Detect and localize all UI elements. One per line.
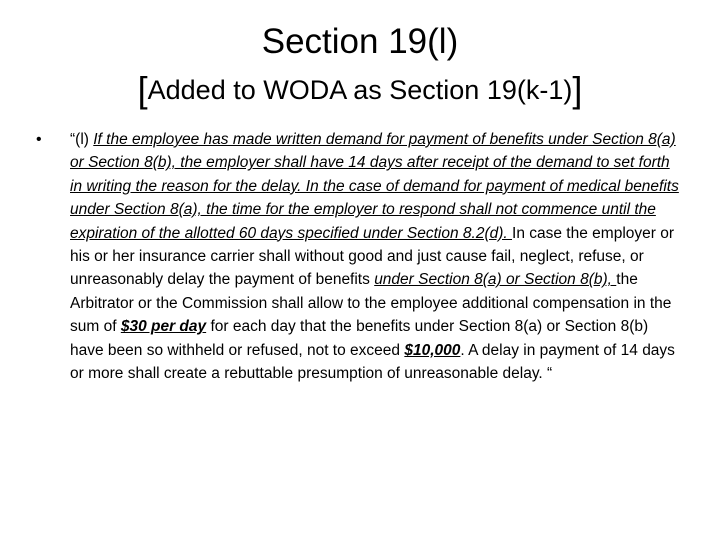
statute-demand-clause: If the employee has made written demand for payment of benefits under Section 8(a) or Section 8(b), the employer shall have 14 days after receipt of the demand to set forth in writing the reason for the delay. In the case of demand for payment of medical benefits under Section 8(a), the time for the employer to respond shall not commence until the expiration of the allotted 60 days specified under Section 8.2(d). [70, 131, 679, 242]
statute-opening: “(l) [70, 131, 94, 148]
bullet-item [36, 128, 686, 385]
statute-text [70, 128, 686, 385]
statute-section-reference: under Section 8(a) or Section 8(b), [374, 271, 617, 289]
title-block [0, 18, 720, 117]
slide-title: Section 19(l) [261, 22, 459, 61]
statute-withheld-clause: for each day that the benefits under Section 8(a) or Section 8(b) have been so withheld or refused, not to exceed [70, 318, 649, 359]
statute-compensation-clause: the Arbitrator or the Commission shall allow to the employee additional compensation in the sum of [70, 271, 672, 336]
statute-delay-clause: In case the employer or his or her insurance carrier shall without good and just cause fail, neglect, refuse, or unreasonably delay the payment of benefits [70, 224, 675, 289]
subtitle-open-bracket: [ [137, 69, 148, 110]
subtitle-text: Added to WODA as Section 19(k-1) [147, 75, 573, 105]
bullet-marker: • [36, 131, 42, 148]
penalty-cap-amount: $10,000 [404, 341, 461, 359]
statute-presumption-clause: . A delay in payment of 14 days or more shall create a rebuttable presumption of unreasonable delay. “ [70, 341, 675, 383]
daily-penalty-amount: $30 per day [120, 318, 207, 336]
content-area [36, 128, 686, 385]
slide-subtitle [0, 68, 720, 117]
subtitle-close-bracket: ] [572, 69, 583, 110]
